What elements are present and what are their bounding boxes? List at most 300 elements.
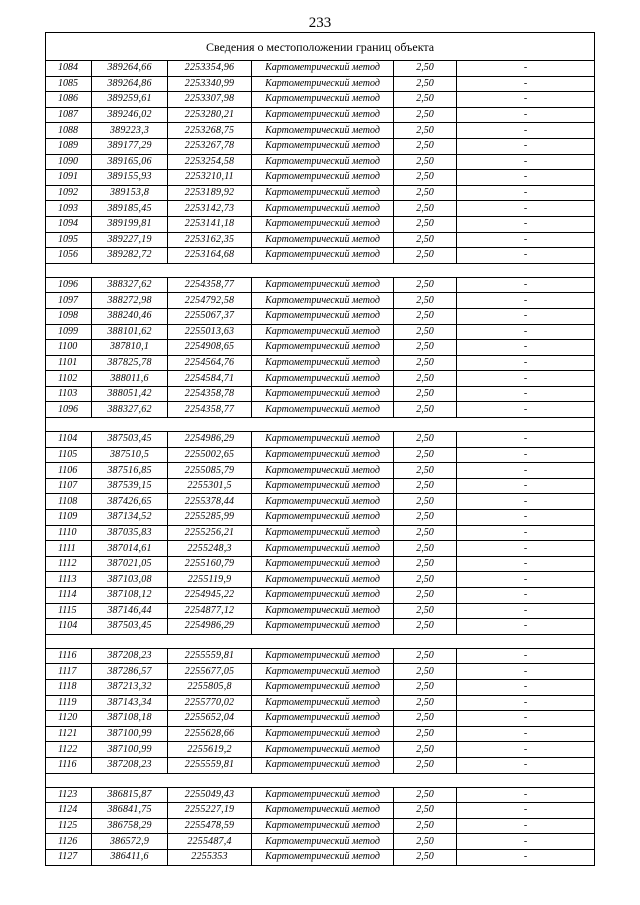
x-coordinate-cell: 388327,62 <box>92 277 168 293</box>
method-cell: Картометрический метод <box>252 695 394 711</box>
point-number-cell: 1125 <box>46 818 92 834</box>
y-coordinate-cell: 2255085,79 <box>168 463 252 479</box>
point-number-cell: 1115 <box>46 603 92 619</box>
point-number-cell: 1121 <box>46 726 92 742</box>
y-coordinate-cell: 2255628,66 <box>168 726 252 742</box>
point-number-cell: 1094 <box>46 216 92 232</box>
description-cell: - <box>457 123 595 139</box>
description-cell: - <box>457 76 595 92</box>
method-cell: Картометрический метод <box>252 324 394 340</box>
method-cell: Картометрический метод <box>252 742 394 758</box>
table-row <box>46 834 595 850</box>
x-coordinate-cell: 387286,57 <box>92 664 168 680</box>
method-cell: Картометрический метод <box>252 849 394 865</box>
x-coordinate-cell: 386572,9 <box>92 834 168 850</box>
accuracy-cell: 2,50 <box>394 340 457 356</box>
x-coordinate-cell: 387213,32 <box>92 679 168 695</box>
y-coordinate-cell: 2254986,29 <box>168 432 252 448</box>
accuracy-cell: 2,50 <box>394 216 457 232</box>
x-coordinate-cell: 387100,99 <box>92 726 168 742</box>
method-cell: Картометрический метод <box>252 648 394 664</box>
group-separator-row <box>46 773 595 787</box>
method-cell: Картометрический метод <box>252 556 394 572</box>
accuracy-cell: 2,50 <box>394 232 457 248</box>
table-row <box>46 494 595 510</box>
point-number-cell: 1116 <box>46 648 92 664</box>
method-cell: Картометрический метод <box>252 201 394 217</box>
description-cell: - <box>457 757 595 773</box>
accuracy-cell: 2,50 <box>394 138 457 154</box>
description-cell: - <box>457 92 595 108</box>
method-cell: Картометрический метод <box>252 478 394 494</box>
x-coordinate-cell: 386411,6 <box>92 849 168 865</box>
table-row <box>46 648 595 664</box>
method-cell: Картометрический метод <box>252 185 394 201</box>
description-cell: - <box>457 308 595 324</box>
y-coordinate-cell: 2255256,21 <box>168 525 252 541</box>
x-coordinate-cell: 387146,44 <box>92 603 168 619</box>
x-coordinate-cell: 386758,29 <box>92 818 168 834</box>
table-row <box>46 803 595 819</box>
accuracy-cell: 2,50 <box>394 726 457 742</box>
point-number-cell: 1087 <box>46 107 92 123</box>
point-number-cell: 1112 <box>46 556 92 572</box>
method-cell: Картометрический метод <box>252 494 394 510</box>
point-number-cell: 1102 <box>46 371 92 387</box>
point-number-cell: 1096 <box>46 402 92 418</box>
table-row <box>46 277 595 293</box>
description-cell: - <box>457 603 595 619</box>
description-cell: - <box>457 386 595 402</box>
method-cell: Картометрический метод <box>252 619 394 635</box>
method-cell: Картометрический метод <box>252 510 394 526</box>
accuracy-cell: 2,50 <box>394 849 457 865</box>
description-cell: - <box>457 664 595 680</box>
x-coordinate-cell: 387108,18 <box>92 711 168 727</box>
table-row <box>46 510 595 526</box>
description-cell: - <box>457 248 595 264</box>
accuracy-cell: 2,50 <box>394 386 457 402</box>
accuracy-cell: 2,50 <box>394 695 457 711</box>
y-coordinate-cell: 2255002,65 <box>168 447 252 463</box>
method-cell: Картометрический метод <box>252 293 394 309</box>
y-coordinate-cell: 2253307,98 <box>168 92 252 108</box>
group-separator-row <box>46 634 595 648</box>
method-cell: Картометрический метод <box>252 803 394 819</box>
description-cell: - <box>457 648 595 664</box>
point-number-cell: 1098 <box>46 308 92 324</box>
y-coordinate-cell: 2254584,71 <box>168 371 252 387</box>
table-row <box>46 849 595 865</box>
y-coordinate-cell: 2253189,92 <box>168 185 252 201</box>
y-coordinate-cell: 2254792,58 <box>168 293 252 309</box>
accuracy-cell: 2,50 <box>394 170 457 186</box>
point-number-cell: 1126 <box>46 834 92 850</box>
y-coordinate-cell: 2253162,35 <box>168 232 252 248</box>
table-row <box>46 619 595 635</box>
accuracy-cell: 2,50 <box>394 308 457 324</box>
accuracy-cell: 2,50 <box>394 619 457 635</box>
table-row <box>46 293 595 309</box>
x-coordinate-cell: 389259,61 <box>92 92 168 108</box>
y-coordinate-cell: 2255285,99 <box>168 510 252 526</box>
point-number-cell: 1119 <box>46 695 92 711</box>
table-row <box>46 371 595 387</box>
description-cell: - <box>457 818 595 834</box>
accuracy-cell: 2,50 <box>394 803 457 819</box>
method-cell: Картометрический метод <box>252 463 394 479</box>
y-coordinate-cell: 2255478,59 <box>168 818 252 834</box>
point-number-cell: 1123 <box>46 787 92 803</box>
method-cell: Картометрический метод <box>252 170 394 186</box>
method-cell: Картометрический метод <box>252 834 394 850</box>
x-coordinate-cell: 387103,08 <box>92 572 168 588</box>
x-coordinate-cell: 389246,02 <box>92 107 168 123</box>
point-number-cell: 1120 <box>46 711 92 727</box>
boundary-coordinates-table <box>45 32 595 866</box>
x-coordinate-cell: 387208,23 <box>92 648 168 664</box>
point-number-cell: 1118 <box>46 679 92 695</box>
x-coordinate-cell: 387516,85 <box>92 463 168 479</box>
point-number-cell: 1109 <box>46 510 92 526</box>
description-cell: - <box>457 510 595 526</box>
accuracy-cell: 2,50 <box>394 494 457 510</box>
x-coordinate-cell: 387035,83 <box>92 525 168 541</box>
y-coordinate-cell: 2254358,77 <box>168 277 252 293</box>
method-cell: Картометрический метод <box>252 726 394 742</box>
y-coordinate-cell: 2253142,73 <box>168 201 252 217</box>
description-cell: - <box>457 216 595 232</box>
method-cell: Картометрический метод <box>252 248 394 264</box>
accuracy-cell: 2,50 <box>394 185 457 201</box>
accuracy-cell: 2,50 <box>394 154 457 170</box>
method-cell: Картометрический метод <box>252 679 394 695</box>
method-cell: Картометрический метод <box>252 572 394 588</box>
table-row <box>46 107 595 123</box>
group-separator-row <box>46 418 595 432</box>
method-cell: Картометрический метод <box>252 123 394 139</box>
table-row <box>46 787 595 803</box>
y-coordinate-cell: 2255160,79 <box>168 556 252 572</box>
accuracy-cell: 2,50 <box>394 757 457 773</box>
description-cell: - <box>457 324 595 340</box>
table-row <box>46 556 595 572</box>
x-coordinate-cell: 389177,29 <box>92 138 168 154</box>
method-cell: Картометрический метод <box>252 541 394 557</box>
y-coordinate-cell: 2254358,78 <box>168 386 252 402</box>
x-coordinate-cell: 389165,06 <box>92 154 168 170</box>
point-number-cell: 1108 <box>46 494 92 510</box>
description-cell: - <box>457 556 595 572</box>
method-cell: Картометрический метод <box>252 107 394 123</box>
description-cell: - <box>457 478 595 494</box>
description-cell: - <box>457 711 595 727</box>
y-coordinate-cell: 2254986,29 <box>168 619 252 635</box>
y-coordinate-cell: 2255067,37 <box>168 308 252 324</box>
accuracy-cell: 2,50 <box>394 525 457 541</box>
description-cell: - <box>457 742 595 758</box>
x-coordinate-cell: 387503,45 <box>92 432 168 448</box>
method-cell: Картометрический метод <box>252 711 394 727</box>
x-coordinate-cell: 387021,05 <box>92 556 168 572</box>
method-cell: Картометрический метод <box>252 92 394 108</box>
method-cell: Картометрический метод <box>252 216 394 232</box>
point-number-cell: 1097 <box>46 293 92 309</box>
method-cell: Картометрический метод <box>252 340 394 356</box>
x-coordinate-cell: 387014,61 <box>92 541 168 557</box>
description-cell: - <box>457 340 595 356</box>
x-coordinate-cell: 387825,78 <box>92 355 168 371</box>
table-title-row <box>46 33 595 61</box>
method-cell: Картометрический метод <box>252 664 394 680</box>
x-coordinate-cell: 388101,62 <box>92 324 168 340</box>
table-row <box>46 695 595 711</box>
description-cell: - <box>457 447 595 463</box>
point-number-cell: 1096 <box>46 277 92 293</box>
description-cell: - <box>457 61 595 77</box>
method-cell: Картометрический метод <box>252 402 394 418</box>
method-cell: Картометрический метод <box>252 386 394 402</box>
description-cell: - <box>457 525 595 541</box>
description-cell: - <box>457 170 595 186</box>
method-cell: Картометрический метод <box>252 277 394 293</box>
description-cell: - <box>457 432 595 448</box>
x-coordinate-cell: 387510,5 <box>92 447 168 463</box>
x-coordinate-cell: 389199,81 <box>92 216 168 232</box>
accuracy-cell: 2,50 <box>394 447 457 463</box>
table-row <box>46 447 595 463</box>
description-cell: - <box>457 619 595 635</box>
point-number-cell: 1122 <box>46 742 92 758</box>
table-row <box>46 818 595 834</box>
description-cell: - <box>457 277 595 293</box>
point-number-cell: 1084 <box>46 61 92 77</box>
description-cell: - <box>457 293 595 309</box>
y-coordinate-cell: 2255227,19 <box>168 803 252 819</box>
point-number-cell: 1091 <box>46 170 92 186</box>
table-row <box>46 61 595 77</box>
point-number-cell: 1095 <box>46 232 92 248</box>
point-number-cell: 1127 <box>46 849 92 865</box>
y-coordinate-cell: 2254945,22 <box>168 588 252 604</box>
y-coordinate-cell: 2253141,18 <box>168 216 252 232</box>
point-number-cell: 1088 <box>46 123 92 139</box>
y-coordinate-cell: 2253267,78 <box>168 138 252 154</box>
x-coordinate-cell: 388272,98 <box>92 293 168 309</box>
x-coordinate-cell: 386815,87 <box>92 787 168 803</box>
table-row <box>46 432 595 448</box>
accuracy-cell: 2,50 <box>394 277 457 293</box>
point-number-cell: 1099 <box>46 324 92 340</box>
x-coordinate-cell: 387426,65 <box>92 494 168 510</box>
accuracy-cell: 2,50 <box>394 123 457 139</box>
group-separator-row <box>46 263 595 277</box>
y-coordinate-cell: 2255378,44 <box>168 494 252 510</box>
point-number-cell: 1107 <box>46 478 92 494</box>
y-coordinate-cell: 2254908,65 <box>168 340 252 356</box>
table-row <box>46 402 595 418</box>
y-coordinate-cell: 2255487,4 <box>168 834 252 850</box>
table-row <box>46 757 595 773</box>
accuracy-cell: 2,50 <box>394 324 457 340</box>
y-coordinate-cell: 2255805,8 <box>168 679 252 695</box>
table-row <box>46 478 595 494</box>
description-cell: - <box>457 572 595 588</box>
accuracy-cell: 2,50 <box>394 463 457 479</box>
y-coordinate-cell: 2255301,5 <box>168 478 252 494</box>
point-number-cell: 1086 <box>46 92 92 108</box>
point-number-cell: 1104 <box>46 619 92 635</box>
y-coordinate-cell: 2255013,63 <box>168 324 252 340</box>
y-coordinate-cell: 2255119,9 <box>168 572 252 588</box>
x-coordinate-cell: 387143,34 <box>92 695 168 711</box>
method-cell: Картометрический метод <box>252 138 394 154</box>
method-cell: Картометрический метод <box>252 757 394 773</box>
y-coordinate-cell: 2253268,75 <box>168 123 252 139</box>
accuracy-cell: 2,50 <box>394 711 457 727</box>
table-row <box>46 572 595 588</box>
table-row <box>46 76 595 92</box>
table-row <box>46 386 595 402</box>
table-row <box>46 679 595 695</box>
x-coordinate-cell: 389282,72 <box>92 248 168 264</box>
point-number-cell: 1101 <box>46 355 92 371</box>
method-cell: Картометрический метод <box>252 588 394 604</box>
description-cell: - <box>457 787 595 803</box>
description-cell: - <box>457 588 595 604</box>
point-number-cell: 1089 <box>46 138 92 154</box>
table-row <box>46 201 595 217</box>
x-coordinate-cell: 389185,45 <box>92 201 168 217</box>
description-cell: - <box>457 494 595 510</box>
table-row <box>46 742 595 758</box>
x-coordinate-cell: 389264,86 <box>92 76 168 92</box>
y-coordinate-cell: 2255652,04 <box>168 711 252 727</box>
method-cell: Картометрический метод <box>252 232 394 248</box>
accuracy-cell: 2,50 <box>394 679 457 695</box>
x-coordinate-cell: 387100,99 <box>92 742 168 758</box>
table-row <box>46 324 595 340</box>
accuracy-cell: 2,50 <box>394 478 457 494</box>
accuracy-cell: 2,50 <box>394 76 457 92</box>
method-cell: Картометрический метод <box>252 603 394 619</box>
point-number-cell: 1103 <box>46 386 92 402</box>
accuracy-cell: 2,50 <box>394 92 457 108</box>
table-row <box>46 216 595 232</box>
table-row <box>46 308 595 324</box>
description-cell: - <box>457 355 595 371</box>
method-cell: Картометрический метод <box>252 76 394 92</box>
accuracy-cell: 2,50 <box>394 648 457 664</box>
accuracy-cell: 2,50 <box>394 61 457 77</box>
y-coordinate-cell: 2254564,76 <box>168 355 252 371</box>
group-separator-cell <box>46 263 595 277</box>
accuracy-cell: 2,50 <box>394 201 457 217</box>
table-row <box>46 154 595 170</box>
accuracy-cell: 2,50 <box>394 107 457 123</box>
page-number: 233 <box>308 15 332 31</box>
group-separator-cell <box>46 418 595 432</box>
x-coordinate-cell: 387208,23 <box>92 757 168 773</box>
table-row <box>46 525 595 541</box>
y-coordinate-cell: 2253164,68 <box>168 248 252 264</box>
table-row <box>46 185 595 201</box>
table-row <box>46 340 595 356</box>
y-coordinate-cell: 2253210,11 <box>168 170 252 186</box>
table-row <box>46 355 595 371</box>
accuracy-cell: 2,50 <box>394 664 457 680</box>
accuracy-cell: 2,50 <box>394 541 457 557</box>
point-number-cell: 1105 <box>46 447 92 463</box>
accuracy-cell: 2,50 <box>394 248 457 264</box>
point-number-cell: 1113 <box>46 572 92 588</box>
point-number-cell: 1104 <box>46 432 92 448</box>
x-coordinate-cell: 389223,3 <box>92 123 168 139</box>
x-coordinate-cell: 389155,93 <box>92 170 168 186</box>
accuracy-cell: 2,50 <box>394 818 457 834</box>
group-separator-cell <box>46 634 595 648</box>
accuracy-cell: 2,50 <box>394 402 457 418</box>
accuracy-cell: 2,50 <box>394 787 457 803</box>
x-coordinate-cell: 389227,19 <box>92 232 168 248</box>
description-cell: - <box>457 463 595 479</box>
accuracy-cell: 2,50 <box>394 371 457 387</box>
point-number-cell: 1116 <box>46 757 92 773</box>
table-row <box>46 123 595 139</box>
y-coordinate-cell: 2253254,58 <box>168 154 252 170</box>
table-row <box>46 588 595 604</box>
y-coordinate-cell: 2253280,21 <box>168 107 252 123</box>
point-number-cell: 1106 <box>46 463 92 479</box>
point-number-cell: 1100 <box>46 340 92 356</box>
description-cell: - <box>457 541 595 557</box>
x-coordinate-cell: 388051,42 <box>92 386 168 402</box>
method-cell: Картометрический метод <box>252 371 394 387</box>
accuracy-cell: 2,50 <box>394 603 457 619</box>
table-row <box>46 603 595 619</box>
description-cell: - <box>457 371 595 387</box>
accuracy-cell: 2,50 <box>394 742 457 758</box>
accuracy-cell: 2,50 <box>394 432 457 448</box>
x-coordinate-cell: 387134,52 <box>92 510 168 526</box>
method-cell: Картометрический метод <box>252 355 394 371</box>
y-coordinate-cell: 2255353 <box>168 849 252 865</box>
method-cell: Картометрический метод <box>252 432 394 448</box>
accuracy-cell: 2,50 <box>394 510 457 526</box>
x-coordinate-cell: 388327,62 <box>92 402 168 418</box>
point-number-cell: 1090 <box>46 154 92 170</box>
table-row <box>46 664 595 680</box>
point-number-cell: 1111 <box>46 541 92 557</box>
table-row <box>46 92 595 108</box>
y-coordinate-cell: 2255677,05 <box>168 664 252 680</box>
y-coordinate-cell: 2255559,81 <box>168 757 252 773</box>
point-number-cell: 1110 <box>46 525 92 541</box>
method-cell: Картометрический метод <box>252 154 394 170</box>
table-row <box>46 138 595 154</box>
y-coordinate-cell: 2254358,77 <box>168 402 252 418</box>
x-coordinate-cell: 386841,75 <box>92 803 168 819</box>
point-number-cell: 1093 <box>46 201 92 217</box>
accuracy-cell: 2,50 <box>394 293 457 309</box>
method-cell: Картометрический метод <box>252 787 394 803</box>
method-cell: Картометрический метод <box>252 61 394 77</box>
x-coordinate-cell: 388240,46 <box>92 308 168 324</box>
x-coordinate-cell: 388011,6 <box>92 371 168 387</box>
table-row <box>46 232 595 248</box>
method-cell: Картометрический метод <box>252 818 394 834</box>
y-coordinate-cell: 2255770,02 <box>168 695 252 711</box>
